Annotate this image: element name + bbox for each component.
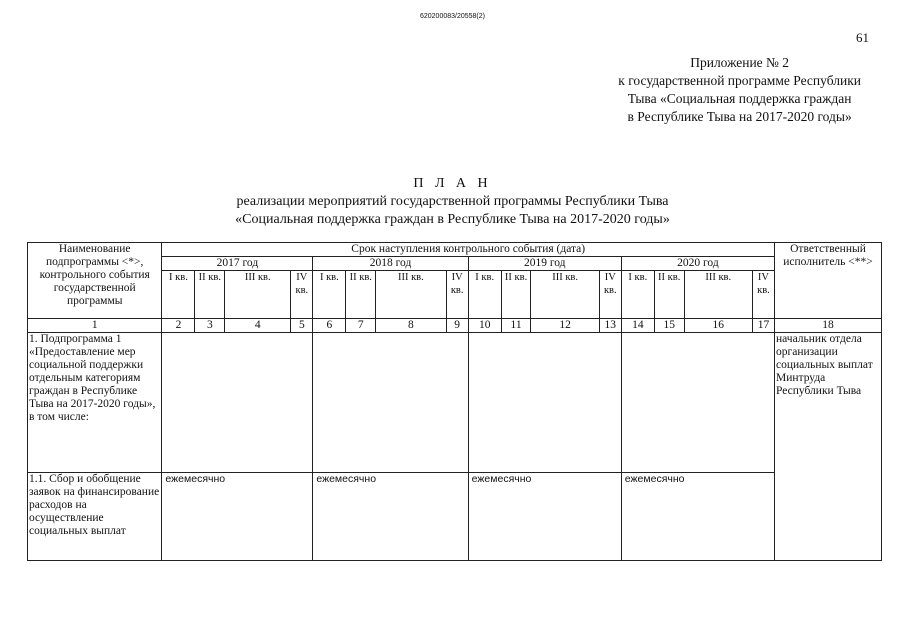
plan-subtitle-2: «Социальная поддержка граждан в Республике Тыва на 2017-2020 годы» bbox=[235, 212, 670, 227]
quarter-header: I кв. bbox=[468, 271, 501, 319]
quarter-header: III кв. bbox=[684, 271, 752, 319]
responsible-executor: начальник отдела организации социальных выплат Минтруда Республики Тыва bbox=[775, 333, 882, 473]
quarter-header: I кв. bbox=[621, 271, 654, 319]
plan-subtitle-1: реализации мероприятий государственной программы Республики Тыва bbox=[236, 194, 669, 209]
quarter-header: I кв. bbox=[313, 271, 346, 319]
column-number: 12 bbox=[531, 319, 599, 333]
column-number: 1 bbox=[28, 319, 162, 333]
table-row bbox=[28, 333, 882, 473]
appendix-line-1: Приложение № 2 bbox=[690, 55, 790, 70]
quarter-header: IV кв. bbox=[446, 271, 468, 319]
empty-cell bbox=[313, 333, 468, 473]
column-number: 11 bbox=[501, 319, 531, 333]
column-number: 8 bbox=[376, 319, 447, 333]
frequency-cell: ежемесячно bbox=[621, 473, 774, 561]
column-number: 15 bbox=[654, 319, 684, 333]
quarter-header: III кв. bbox=[531, 271, 599, 319]
frequency-cell: ежемесячно bbox=[162, 473, 313, 561]
year-header-2018: 2018 год bbox=[313, 257, 468, 271]
column-number: 4 bbox=[225, 319, 291, 333]
column-number: 13 bbox=[599, 319, 621, 333]
column-number: 14 bbox=[621, 319, 654, 333]
quarter-header: II кв. bbox=[346, 271, 376, 319]
quarter-header: III кв. bbox=[225, 271, 291, 319]
header-name-column: Наименование подпрограммы <*>, контрольного события государственной программы bbox=[28, 243, 162, 319]
column-number: 9 bbox=[446, 319, 468, 333]
appendix-block bbox=[618, 54, 861, 126]
appendix-line-2: к государственной программе Республики bbox=[618, 73, 861, 88]
quarter-header: IV кв. bbox=[752, 271, 774, 319]
year-header-2019: 2019 год bbox=[468, 257, 621, 271]
subprogram-name: 1. Подпрограмма 1 «Предоставление мер социальной поддержки отдельным категориям граждан в Республике Тыва на 2017-2020 годы», в том числе: bbox=[28, 333, 162, 473]
year-header-2020: 2020 год bbox=[621, 257, 774, 271]
column-number: 3 bbox=[195, 319, 225, 333]
frequency-cell: ежемесячно bbox=[313, 473, 468, 561]
column-number: 10 bbox=[468, 319, 501, 333]
quarter-header: II кв. bbox=[195, 271, 225, 319]
column-number: 17 bbox=[752, 319, 774, 333]
frequency-cell: ежемесячно bbox=[468, 473, 621, 561]
quarter-header: I кв. bbox=[162, 271, 195, 319]
year-header-2017: 2017 год bbox=[162, 257, 313, 271]
column-number: 7 bbox=[346, 319, 376, 333]
page-number: 61 bbox=[856, 30, 869, 45]
empty-cell bbox=[468, 333, 621, 473]
quarter-header: III кв. bbox=[376, 271, 447, 319]
plan-heading: П Л А Н bbox=[413, 176, 492, 191]
column-number: 6 bbox=[313, 319, 346, 333]
header-deadline: Срок наступления контрольного события (дата) bbox=[162, 243, 775, 257]
quarter-header: II кв. bbox=[654, 271, 684, 319]
column-number: 18 bbox=[775, 319, 882, 333]
responsible-continued bbox=[775, 473, 882, 561]
event-name: 1.1. Сбор и обобщение заявок на финансирование расходов на осуществление социальных выплат bbox=[28, 473, 162, 561]
column-number: 16 bbox=[684, 319, 752, 333]
empty-cell bbox=[621, 333, 774, 473]
quarter-header: II кв. bbox=[501, 271, 531, 319]
plan-title bbox=[0, 175, 905, 229]
quarter-header: IV кв. bbox=[291, 271, 313, 319]
plan-table bbox=[27, 242, 882, 561]
quarter-header: IV кв. bbox=[599, 271, 621, 319]
appendix-line-3: Тыва «Социальная поддержка граждан bbox=[627, 91, 852, 106]
table-row bbox=[28, 473, 882, 561]
appendix-line-4: в Республике Тыва на 2017-2020 годы» bbox=[627, 109, 852, 124]
header-responsible: Ответственный исполнитель <**> bbox=[775, 243, 882, 319]
column-number: 5 bbox=[291, 319, 313, 333]
empty-cell bbox=[162, 333, 313, 473]
document-code: 620200083/20558(2) bbox=[419, 13, 485, 20]
column-number: 2 bbox=[162, 319, 195, 333]
